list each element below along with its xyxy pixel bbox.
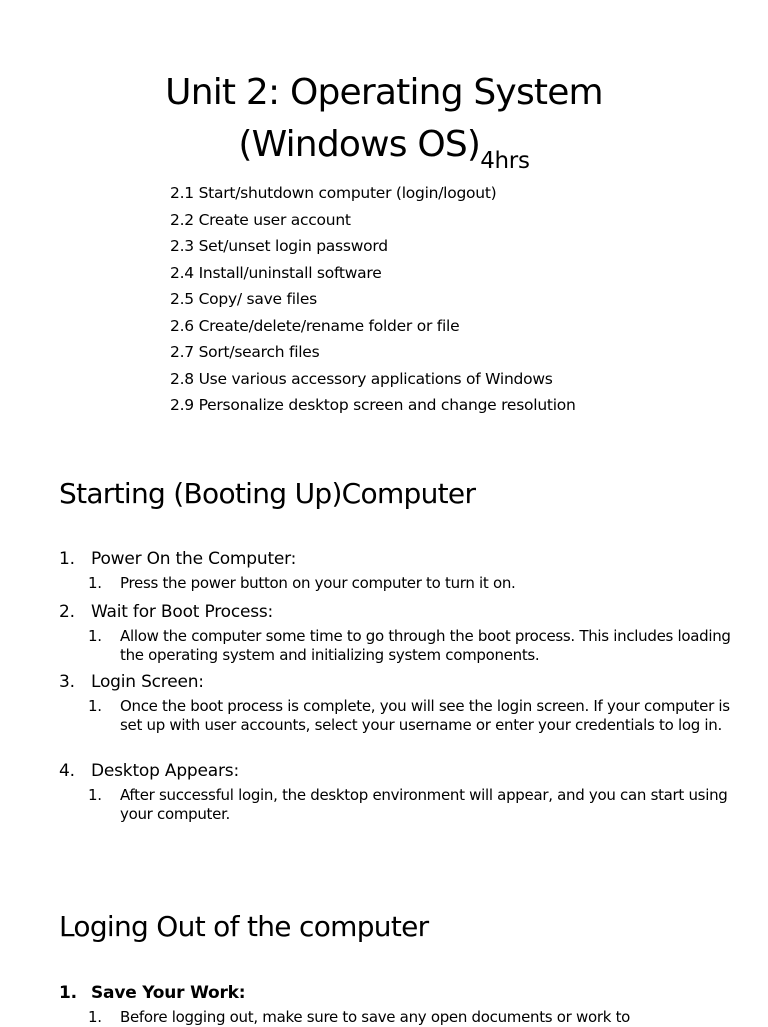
step-detail: Allow the computer some time to go through the boot process. This includes loading the operating system and initializing system components. <box>120 627 731 664</box>
step-detail: After successful login, the desktop environment will appear, and you can start using your computer. <box>120 786 728 823</box>
booting-step-2 <box>59 601 749 665</box>
objective-item: 2.9 Personalize desktop screen and change resolution <box>170 396 576 414</box>
objective-item: 2.8 Use various accessory applications of Windows <box>170 369 553 388</box>
booting-heading: Starting (Booting Up)Computer <box>59 477 476 510</box>
sub-step-number: 1. <box>88 574 102 592</box>
sub-step-number: 1. <box>88 786 102 804</box>
step-number: 1. <box>59 549 75 569</box>
objective-item: 2.1 Start/shutdown computer (login/logout) <box>170 184 497 202</box>
step-title: Desktop Appears: <box>91 761 239 781</box>
unit-title <box>0 67 768 175</box>
booting-step-3 <box>59 671 749 735</box>
objective-item: 2.6 Create/delete/rename folder or file <box>170 316 460 335</box>
step-number: 1. <box>59 983 77 1003</box>
step-title: Wait for Boot Process: <box>91 602 274 622</box>
step-number: 2. <box>59 602 75 622</box>
unit-title-line2 <box>0 119 768 175</box>
objective-item: 2.2 Create user account <box>170 210 351 229</box>
step-detail: Before logging out, make sure to save any open documents or work to <box>120 1008 631 1026</box>
objective-item: 2.7 Sort/search files <box>170 343 320 361</box>
objectives-list <box>170 180 576 419</box>
objective-item: 2.4 Install/uninstall software <box>170 263 382 282</box>
step-title: Login Screen: <box>91 672 204 692</box>
step-detail: Once the boot process is complete, you will see the login screen. If your computer is set up with user accounts, select your username or enter your credentials to log in. <box>120 697 730 734</box>
unit-title-windows-os: (Windows OS) <box>238 124 481 165</box>
logout-step-1 <box>59 982 749 1027</box>
step-title: Save Your Work: <box>91 983 246 1003</box>
booting-step-1 <box>59 548 749 593</box>
sub-step-number: 1. <box>88 1008 102 1026</box>
step-detail: Press the power button on your computer to turn it on. <box>120 574 516 592</box>
objective-item: 2.5 Copy/ save files <box>170 290 317 308</box>
step-title: Power On the Computer: <box>91 549 297 569</box>
unit-duration: 4hrs <box>480 148 530 174</box>
step-number: 3. <box>59 672 75 692</box>
logout-heading: Loging Out of the computer <box>59 910 429 943</box>
unit-title-line1: Unit 2: Operating System <box>165 72 603 113</box>
sub-step-number: 1. <box>88 627 102 645</box>
booting-step-4 <box>59 760 749 824</box>
step-number: 4. <box>59 761 75 781</box>
sub-step-number: 1. <box>88 697 102 715</box>
objective-item: 2.3 Set/unset login password <box>170 237 388 255</box>
